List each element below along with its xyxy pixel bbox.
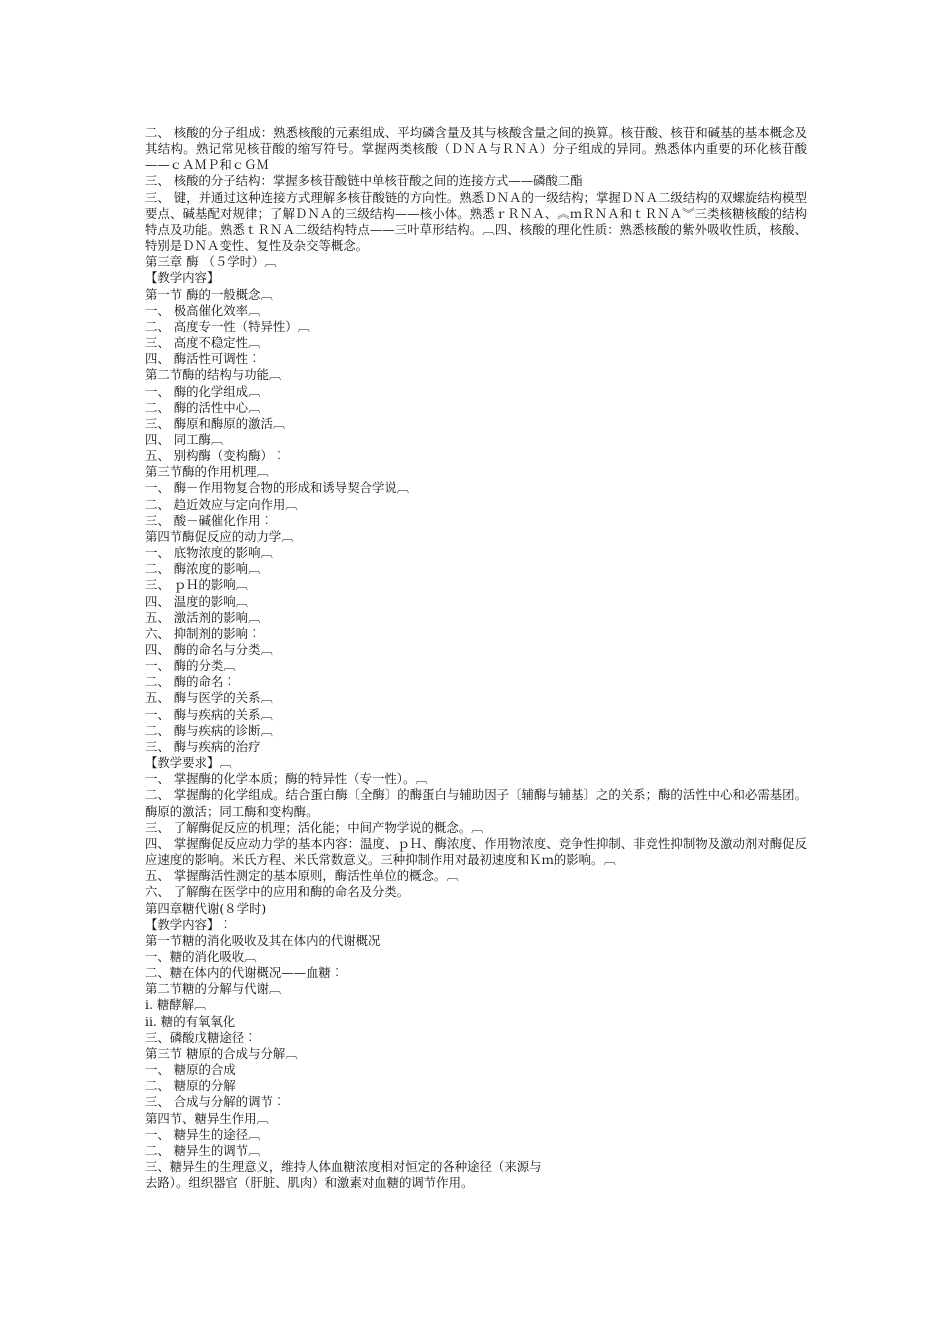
text-line: 一、 酶的分类︹ bbox=[145, 658, 236, 674]
text-line: 五、 别构酶（变构酶）︰ bbox=[145, 448, 286, 464]
section-heading: 【教学要求】︹ bbox=[145, 755, 232, 771]
text-line: 二、 酶的活性中心︹ bbox=[145, 399, 261, 415]
text-line: 五、 激活剂的影响︹ bbox=[145, 609, 261, 625]
document-body bbox=[145, 125, 807, 1191]
text-line: 一、 糖异生的途径︹ bbox=[145, 1126, 261, 1142]
text-line: 二、 酶的命名︰ bbox=[145, 674, 236, 690]
text-line: 一、 极高催化效率︹ bbox=[145, 302, 261, 318]
text-line: 一、 酶的化学组成︹ bbox=[145, 383, 261, 399]
text-line: 四、 酶活性可调性︰ bbox=[145, 351, 261, 367]
text-line: 一、 酶－作用物复合物的形成和诱导契合学说︹ bbox=[145, 480, 410, 496]
text-line: 第一节 酶的一般概念︹ bbox=[145, 286, 273, 302]
text-line: 三、磷酸戊糖途径︰ bbox=[145, 1029, 257, 1045]
text-line: 四、 酶的命名与分类︹ bbox=[145, 642, 273, 657]
text-line: 三、 酶与疾病的治疗 bbox=[145, 738, 261, 754]
text-line: 去路）。组织器官（肝脏、肌肉）和激素对血糖的调节作用。 bbox=[145, 1175, 474, 1191]
section-heading: 【教学内容】︰ bbox=[145, 916, 232, 932]
text-line: 四、 同工酶︹ bbox=[145, 431, 224, 447]
chapter-3-title: 第三章 酶 （５学时）︹ bbox=[145, 254, 277, 270]
section-heading: 【教学内容】 bbox=[145, 270, 220, 286]
text-line: ii. 糖的有氧氧化 bbox=[145, 1013, 236, 1029]
text-line: 第三节 糖原的合成与分解︹ bbox=[145, 1045, 298, 1061]
text-line: 三、 酶原和酶原的激活︹ bbox=[145, 415, 286, 431]
requirement-paragraph: 四、 掌握酶促反应动力学的基本内容：温度、ｐＨ、酶浓度、作用物浓度、竞争性抑制、非竞性抑制物及激动剂对酶促反应速度的影响。米氏方程、米氏常数意义。三种抑制作用对最初速度和Ｋｍ的影响。︹ bbox=[145, 835, 807, 868]
text-line: 三、 ｐＨ的影响︹ bbox=[145, 577, 249, 593]
text-line: 二、 酶与疾病的诊断︹ bbox=[145, 722, 273, 738]
text-line: 六、 了解酶在医学中的应用和酶的命名及分类。 bbox=[145, 884, 410, 900]
text-line: 三、 核酸的分子结构：掌握多核苷酸链中单核苷酸之间的连接方式——磷酸二酯 bbox=[145, 173, 583, 189]
text-line: 三、 酸－碱催化作用︰ bbox=[145, 512, 273, 528]
text-line: 四、 温度的影响︹ bbox=[145, 593, 249, 609]
text-line: 第二节糖的分解与代谢︹ bbox=[145, 981, 282, 997]
text-line: 一、 底物浓度的影响︹ bbox=[145, 545, 273, 561]
text-line: i. 糖酵解︹ bbox=[145, 997, 207, 1013]
text-line: 第一节糖的消化吸收及其在体内的代谢概况 bbox=[145, 932, 381, 948]
nucleic-acid-composition: 二、 核酸的分子组成：熟悉核酸的元素组成、平均磷含量及其与核酸含量之间的换算。核苷酸、核苷和碱基的基本概念及其结构。熟记常见核苷酸的缩写符号。掌握两类核酸（ＤＮＡ与ＲＮＡ）分子组成的异同。熟悉体内重要的环化核苷酸——ｃＡＭＰ和ｃＧＭ bbox=[145, 125, 807, 173]
text-line: 一、糖的消化吸收︹ bbox=[145, 948, 257, 964]
text-line: 二、 糖异生的调节︹ bbox=[145, 1142, 261, 1158]
text-line: 三、 合成与分解的调节︰ bbox=[145, 1094, 286, 1110]
text-line: 第三节酶的作用机理︹ bbox=[145, 464, 269, 480]
text-line: 二、 酶浓度的影响︹ bbox=[145, 561, 261, 577]
text-line: 三、 了解酶促反应的机理；活化能；中间产物学说的概念。︹ bbox=[145, 819, 484, 835]
text-line: 二、糖在体内的代谢概况——血糖︰ bbox=[145, 965, 344, 981]
text-line: 二、 糖原的分解 bbox=[145, 1078, 236, 1094]
text-line: 三、 高度不稳定性︹ bbox=[145, 335, 261, 351]
requirement-paragraph: 二、 掌握酶的化学组成。结合蛋白酶〔全酶〕的酶蛋白与辅助因子〔辅酶与辅基〕之的关系；酶的活性中心和必需基团。酶原的激活；同工酶和变构酶。 bbox=[145, 787, 807, 819]
text-line: 六、 抑制剂的影响︰ bbox=[145, 625, 261, 641]
text-line: 二、 高度专一性（特异性）︹ bbox=[145, 318, 311, 334]
text-line: 第二节酶的结构与功能︹ bbox=[145, 367, 282, 383]
text-line: 一、 糖原的合成 bbox=[145, 1062, 236, 1078]
nucleic-acid-structure: 三、 键，并通过这种连接方式理解多核苷酸链的方向性。熟悉ＤＮＡ的一级结构；掌握ＤＮＡ二级结构的双螺旋结构模型要点、碱基配对规律；了解ＤＮＡ的三级结构——核小体。熟悉ｒＲＮＡ、︽ｍＲＮＡ和ｔＲＮＡ︾三类核糖核酸的结构特点及功能。熟悉ｔＲＮＡ二级结构特点——三叶草形结构。︹四、核酸的理化性质：熟悉核酸的紫外吸收性质，核酸、特别是ＤＮＡ变性、复性及杂交等概念。 bbox=[145, 189, 807, 254]
text-line: 一、 酶与疾病的关系︹ bbox=[145, 706, 273, 722]
text-line: 五、 酶与医学的关系︹ bbox=[145, 690, 273, 706]
text-line: 五、 掌握酶活性测定的基本原则，酶活性单位的概念。︹ bbox=[145, 868, 459, 884]
text-line: 第四节酶促反应的动力学︹ bbox=[145, 528, 294, 544]
chapter-4-title: 第四章糖代谢(８学时) bbox=[145, 900, 267, 916]
text-line: 第四节、糖异生作用︹ bbox=[145, 1110, 269, 1126]
text-line: 二、 趋近效应与定向作用︹ bbox=[145, 496, 298, 512]
text-line: 一、 掌握酶的化学本质；酶的特异性（专一性）。︹ bbox=[145, 771, 428, 787]
text-line: 三、糖异生的生理意义，维持人体血糖浓度相对恒定的各种途径（来源与 bbox=[145, 1159, 542, 1174]
